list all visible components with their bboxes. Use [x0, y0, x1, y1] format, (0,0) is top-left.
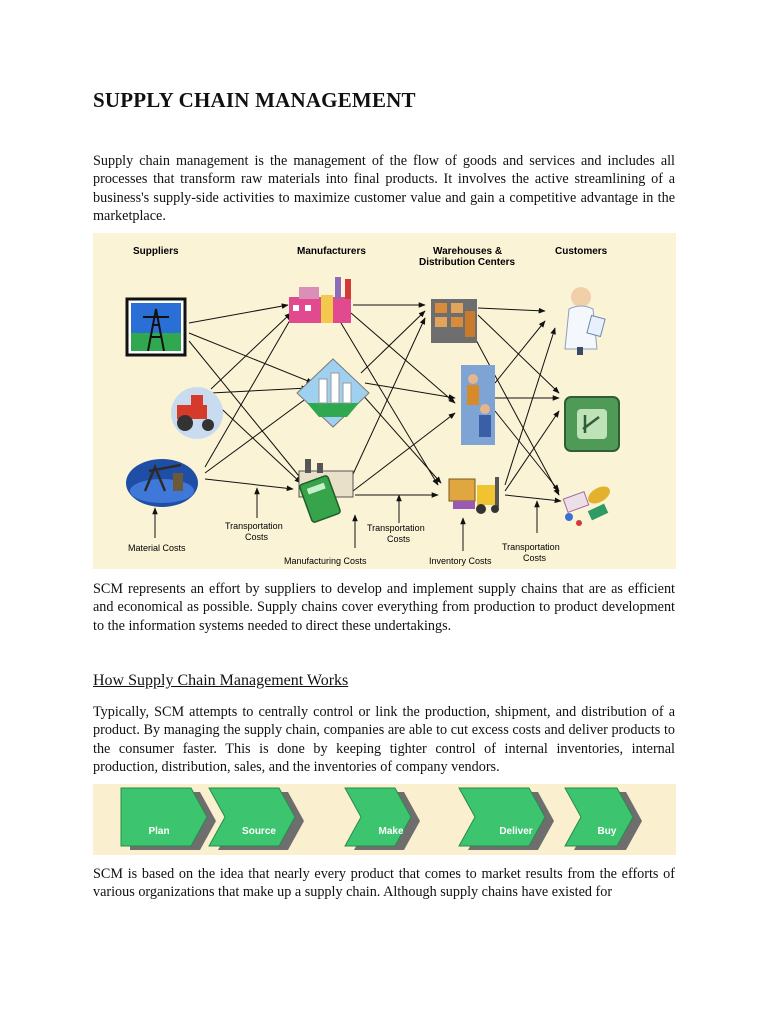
power-tower-icon	[127, 299, 185, 355]
supply-chain-diagram	[93, 233, 676, 569]
label-manufacturing-costs: Manufacturing Costs	[284, 556, 367, 566]
forklift-icon	[449, 477, 499, 514]
label-transport-1a: Transportation	[225, 521, 283, 531]
doctor-icon	[565, 287, 605, 355]
label-transport-2a: Transportation	[367, 523, 425, 533]
step-buy	[565, 788, 642, 850]
factory-icon	[289, 277, 351, 323]
label-transport-3a: Transportation	[502, 542, 560, 552]
oil-pump-icon	[126, 459, 198, 507]
refinery-icon	[297, 359, 369, 427]
step-make	[345, 788, 420, 850]
pills-icon	[563, 483, 613, 526]
tractor-icon	[171, 387, 223, 439]
label-transport-3b: Costs	[523, 553, 547, 563]
how-it-works-paragraph: Typically, SCM attempts to centrally control or link the production, shipment, and distribution of a product. By managing the supply chain, companies are able to cut excess costs and deliver products to the consumer faster. This is done by keeping tighter control of internal inventories, internal production, distribution, sales, and the inventories of company vendors.	[93, 704, 675, 775]
label-material-costs: Material Costs	[128, 543, 186, 553]
header-manufacturers: Manufacturers	[297, 246, 366, 257]
scm-paragraph: SCM represents an effort by suppliers to develop and implement supply chains that are as efficient and economical as possible. Supply chains cover everything from production to product development to the information systems needed to direct these undertakings.	[93, 581, 675, 634]
page-title: SUPPLY CHAIN MANAGEMENT	[93, 88, 416, 112]
intro-paragraph: Supply chain management is the management of the flow of goods and services and includes all processes that transform raw materials into final products. It involves the active streamlining of a business's supply-side activities to maximize customer value and gain a competitive advantage in the marketplace.	[93, 153, 675, 224]
warehouse-boxes-icon	[431, 299, 477, 343]
header-warehouses-1: Warehouses &	[433, 246, 503, 257]
step-make-label: Make	[378, 826, 404, 837]
label-transport-2b: Costs	[387, 534, 411, 544]
step-source-label: Source	[242, 826, 276, 837]
step-plan-label: Plan	[148, 826, 170, 837]
header-customers: Customers	[555, 246, 608, 257]
workers-icon	[461, 365, 495, 445]
header-warehouses-2: Distribution Centers	[419, 257, 516, 268]
step-deliver-label: Deliver	[499, 826, 533, 837]
label-transport-1b: Costs	[245, 532, 269, 542]
step-source	[209, 788, 304, 850]
step-deliver	[459, 788, 554, 850]
pharmacy-icon	[565, 397, 619, 451]
header-suppliers: Suppliers	[133, 246, 179, 257]
closing-paragraph: SCM is based on the idea that nearly every product that comes to market results from the efforts of various organizations that make up a supply chain. Although supply chains have existed for	[93, 866, 675, 901]
flow-arrows	[189, 305, 561, 501]
process-flow-diagram	[93, 784, 676, 855]
calculator-factory-icon	[299, 459, 353, 523]
label-inventory-costs: Inventory Costs	[429, 556, 492, 566]
step-buy-label: Buy	[597, 826, 617, 837]
section-heading: How Supply Chain Management Works	[93, 672, 349, 689]
step-plan	[121, 788, 216, 850]
